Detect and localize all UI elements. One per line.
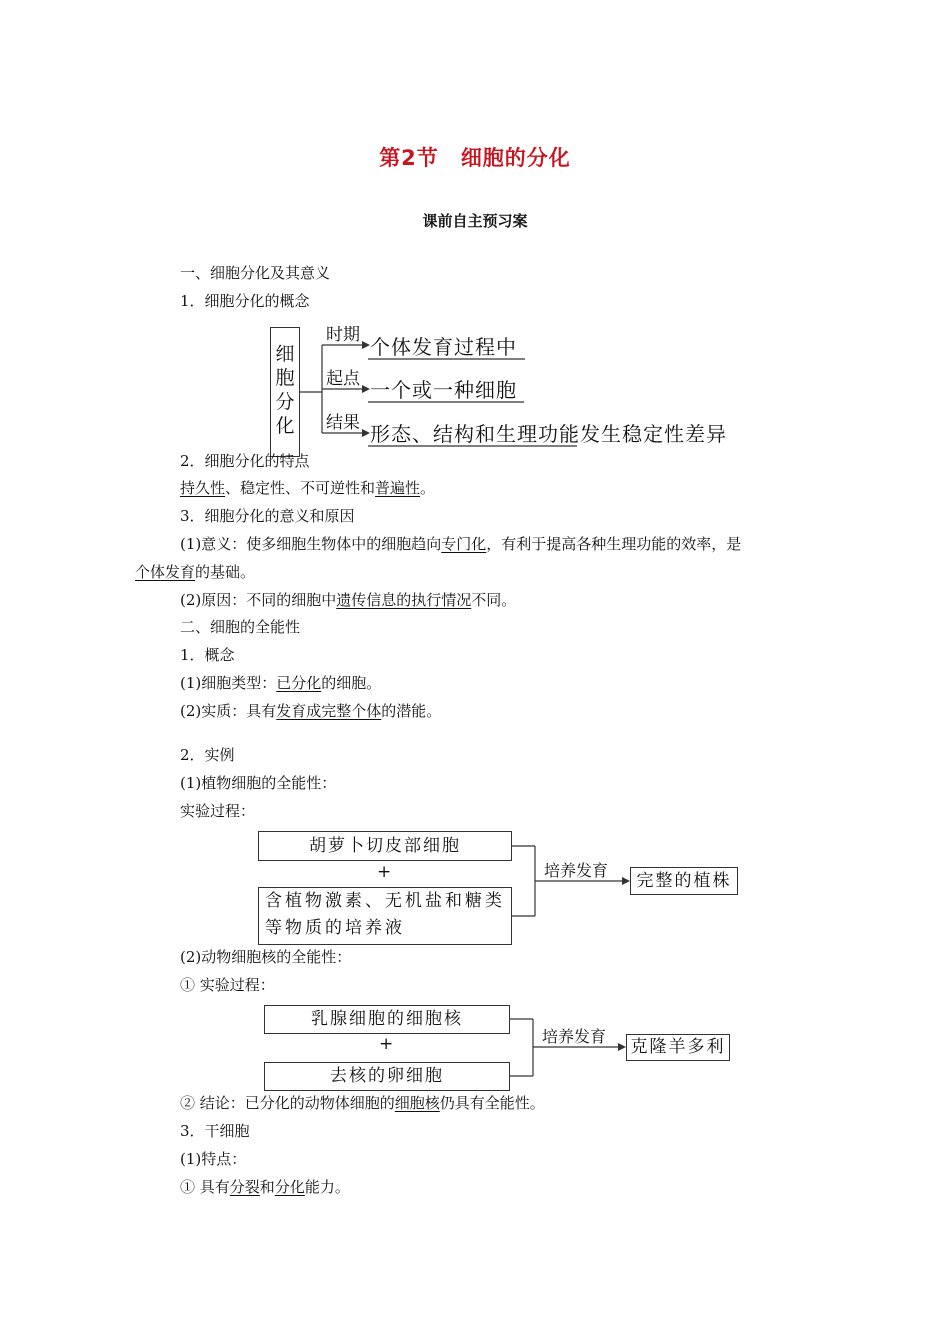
text: 和 bbox=[259, 1178, 275, 1196]
answer-specialization: 专门化 bbox=[441, 535, 487, 553]
plant-cell-box: 胡萝卜切皮部细胞 bbox=[258, 831, 512, 861]
stem-cell-heading: 3．干细胞 bbox=[180, 1122, 250, 1140]
examples-heading: 2．实例 bbox=[180, 746, 235, 764]
text: ① 具有 bbox=[180, 1178, 230, 1196]
center-char: 胞 bbox=[275, 367, 295, 389]
text: 的细胞。 bbox=[321, 674, 382, 692]
plus-sign: + bbox=[379, 1034, 394, 1054]
heading-2: 二、细胞的全能性 bbox=[180, 618, 301, 636]
section-number: 第2节 bbox=[379, 146, 439, 170]
totipotency-concept-heading: 1．概念 bbox=[180, 646, 235, 664]
label-period: 时期 bbox=[326, 325, 360, 345]
center-char: 细 bbox=[275, 343, 295, 365]
value-result: 形态、结构和生理功能发生稳定性差异 bbox=[370, 422, 727, 446]
value-period: 个体发育过程中 bbox=[370, 335, 517, 359]
page-subtitle: 课前自主预习案 bbox=[422, 212, 528, 230]
animal-arrow-label: 培养发育 bbox=[542, 1027, 607, 1046]
complete-plant-box: 完整的植株 bbox=[630, 867, 738, 895]
medium-line-2: 等物质的培养液 bbox=[265, 918, 405, 938]
answer-division: 分裂 bbox=[229, 1178, 260, 1196]
answer-durability: 持久性 bbox=[180, 479, 226, 497]
meaning-heading: 3．细胞分化的意义和原因 bbox=[180, 507, 355, 525]
plus-sign: + bbox=[377, 862, 392, 882]
text: (2)原因：不同的细胞中 bbox=[180, 591, 337, 609]
text: 。 bbox=[420, 479, 436, 497]
text: 、稳定性、不可逆性和 bbox=[225, 479, 376, 497]
essence-text bbox=[180, 701, 441, 721]
answer-gene-expression: 遗传信息的执行情况 bbox=[336, 591, 472, 609]
text: (1)意义：使多细胞生物体中的细胞趋向 bbox=[180, 535, 442, 553]
plant-arrow-label: 培养发育 bbox=[544, 861, 609, 880]
text: (1)细胞类型： bbox=[180, 674, 277, 692]
plant-heading: (1)植物细胞的全能性： bbox=[180, 774, 337, 792]
center-char: 化 bbox=[275, 415, 295, 437]
medium-line-1 bbox=[265, 888, 511, 915]
reason-text bbox=[180, 590, 516, 610]
animal-process-label: ① 实验过程： bbox=[180, 976, 275, 994]
features-heading: 2．细胞分化的特点 bbox=[180, 452, 310, 470]
label-start: 起点 bbox=[326, 369, 360, 389]
answer-development: 个体发育 bbox=[135, 563, 196, 581]
value-start: 一个或一种细胞 bbox=[370, 378, 517, 402]
conclusion-text bbox=[180, 1093, 545, 1113]
answer-nucleus: 细胞核 bbox=[394, 1094, 440, 1112]
meaning-text bbox=[180, 534, 741, 554]
label-result: 结果 bbox=[326, 413, 360, 433]
center-char: 分 bbox=[275, 391, 295, 413]
culture-medium-box bbox=[258, 887, 512, 945]
animal-heading: (2)动物细胞核的全能性： bbox=[180, 948, 352, 966]
text: 能力。 bbox=[304, 1178, 350, 1196]
answer-differentiated: 已分化 bbox=[276, 674, 322, 692]
mammary-nucleus-box: 乳腺细胞的细胞核 bbox=[264, 1005, 510, 1034]
cell-differentiation-box bbox=[270, 327, 300, 457]
text: ② 结论：已分化的动物体细胞的 bbox=[180, 1094, 395, 1112]
answer-differentiation: 分化 bbox=[274, 1178, 305, 1196]
text: (2)实质：具有 bbox=[180, 702, 277, 720]
section-name: 细胞的分化 bbox=[460, 146, 571, 170]
text: 的基础。 bbox=[195, 563, 256, 581]
ability-text bbox=[180, 1177, 350, 1197]
enucleated-egg-box: 去核的卵细胞 bbox=[264, 1062, 510, 1091]
dolly-box: 克隆羊多利 bbox=[626, 1034, 730, 1061]
answer-inorganic-salts: 无机盐和糖类 bbox=[385, 891, 505, 911]
text: 的潜能。 bbox=[381, 702, 442, 720]
concept-heading: 1．细胞分化的概念 bbox=[180, 292, 310, 310]
text: 不同。 bbox=[471, 591, 517, 609]
cell-type-text bbox=[180, 673, 381, 693]
plant-process-label: 实验过程： bbox=[180, 802, 256, 820]
answer-complete-individual: 发育成完整个体 bbox=[276, 702, 382, 720]
features-text bbox=[180, 478, 435, 498]
meaning-text-cont bbox=[135, 562, 255, 582]
trait-heading: (1)特点： bbox=[180, 1150, 247, 1168]
text: ，有利于提高各种生理功能的效率，是 bbox=[486, 535, 742, 553]
text: 仍具有全能性。 bbox=[439, 1094, 545, 1112]
heading-1: 一、细胞分化及其意义 bbox=[180, 264, 331, 282]
text: 含植物激素、 bbox=[265, 891, 385, 911]
answer-universality: 普遍性 bbox=[375, 479, 421, 497]
